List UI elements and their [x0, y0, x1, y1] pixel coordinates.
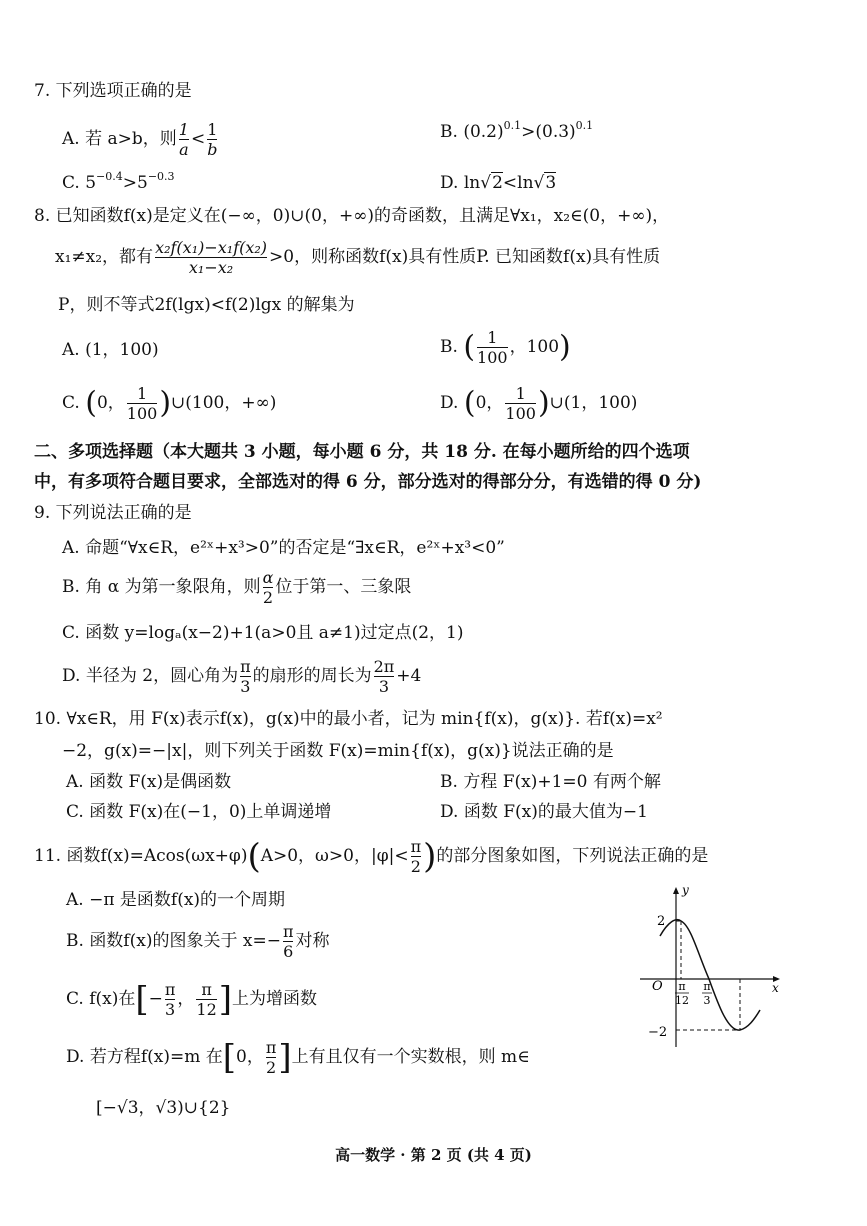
- q7-option-b: B. $(0.2)^{0.1}>(0.3)^{0.1}$: [440, 119, 594, 142]
- origin-label: O: [652, 979, 663, 994]
- svg-text:π: π: [678, 980, 686, 993]
- y-tick-bottom-label: −2: [648, 1025, 668, 1040]
- q8-line2: x₁≠x₂，都有 $\frac{\text{x₂f(x₁)−x₁f(x₂)}}{\text{x₁−x₂}}$ >0，则称函数f(x)具有性质P. 已知函数f(x)具有性质: [55, 238, 661, 277]
- y-tick-top-label: 2: [657, 914, 666, 929]
- q11-option-c: C. f(x)在[− $\frac{\pi}{3}$ ， $\frac{\pi}{12}$ ]上为增函数: [66, 979, 318, 1020]
- q8-line3: P，则不等式2f(lgx)<f(2)lgx 的解集为: [58, 295, 355, 315]
- q7-stem: 7. 下列选项正确的是: [34, 81, 192, 101]
- section2-heading-line1: 二、多项选择题（本大题共 3 小题，每小题 6 分，共 18 分. 在每小题所给的四个选项: [34, 442, 690, 462]
- q10-option-b: B. 方程 F(x)+1=0 有两个解: [440, 772, 661, 792]
- section2-heading-line2: 中，有多项符合题目要求，全部选对的得 6 分，部分选对的得部分分，有选错的得 0 分): [34, 472, 702, 492]
- q7-option-c: C. $5^{-0.4}>5^{-0.3}$: [62, 170, 175, 193]
- q8-option-b: B. ( $\frac{1}{100}$ ，100): [440, 328, 571, 367]
- y-axis-label: y: [682, 883, 689, 897]
- q7-option-d: D. ln√2<ln√3: [440, 173, 557, 193]
- x-tick-2: [702, 980, 712, 1007]
- q9-option-d: D. 半径为 2，圆心角为 $\frac{\pi}{3}$ 的扇形的周长为 $\frac{2\pi}{3}$ +4: [62, 657, 422, 696]
- q9-stem: 9. 下列说法正确的是: [34, 503, 192, 523]
- cosine-curve: [660, 920, 760, 1030]
- svg-text:3: 3: [703, 994, 711, 1007]
- q9-option-b: B. 角 α 为第一象限角，则 $\frac{\alpha}{2}$ 位于第一、三象限: [62, 568, 412, 607]
- q8-option-c: C. (0， $\frac{1}{100}$ )∪(100，+∞): [62, 384, 277, 423]
- q8-option-a: A. (1，100): [62, 340, 159, 360]
- q11-option-b: B. 函数f(x)的图象关于 x=− $\frac{\pi}{6}$ 对称: [66, 922, 330, 961]
- q7-option-a: A. 若 a>b，则 $\frac{1}{a}$ < $\frac{1}{b}$: [62, 120, 218, 159]
- q9-option-c: C. 函数 y=logₐ(x−2)+1(a>0且 a≠1)过定点(2，1): [62, 623, 464, 643]
- q11-option-a: A. −π 是函数f(x)的一个周期: [66, 890, 286, 910]
- q10-option-d: D. 函数 F(x)的最大值为−1: [440, 802, 648, 822]
- svg-text:π: π: [703, 980, 711, 993]
- q11-option-d-line2: [−√3，√3)∪{2}: [96, 1098, 231, 1118]
- q10-line2: −2，g(x)=−|x|，则下列关于函数 F(x)=min{f(x)，g(x)}说法正确的是: [62, 741, 614, 761]
- q8-line1: 8. 已知函数f(x)是定义在(−∞，0)∪(0，+∞)的奇函数，且满足∀x₁，x₂∈(0，+∞)，: [34, 206, 670, 226]
- q10-option-a: A. 函数 F(x)是偶函数: [66, 772, 232, 792]
- svg-text:12: 12: [675, 994, 689, 1007]
- q9-option-a: A. 命题“∀x∈R，e²ˣ+x³>0”的否定是“∃x∈R，e²ˣ+x³<0”: [62, 538, 505, 558]
- q10-line1: 10. ∀x∈R，用 F(x)表示f(x)，g(x)中的最小者，记为 min{f(x)，g(x)}. 若f(x)=x²: [34, 709, 663, 729]
- y-axis: [673, 887, 679, 1047]
- x-axis-label: x: [772, 981, 779, 995]
- page-footer: 高一数学 · 第 2 页 (共 4 页): [335, 1146, 532, 1164]
- q11-option-d: D. 若方程f(x)=m 在[0， $\frac{\pi}{2}$ ]上有且仅有一个实数根，则 m∈: [66, 1037, 530, 1078]
- function-graph: [636, 882, 786, 1052]
- x-tick-1: [675, 980, 689, 1007]
- q8-option-d: D. (0， $\frac{1}{100}$ )∪(1，100): [440, 384, 638, 423]
- q10-option-c: C. 函数 F(x)在(−1，0)上单调递增: [66, 802, 332, 822]
- q11-stem: 11. 函数f(x)=Acos(ωx+φ)(A>0，ω>0，|φ|< $\frac{\pi}{2}$ )的部分图象如图，下列说法正确的是: [34, 836, 709, 877]
